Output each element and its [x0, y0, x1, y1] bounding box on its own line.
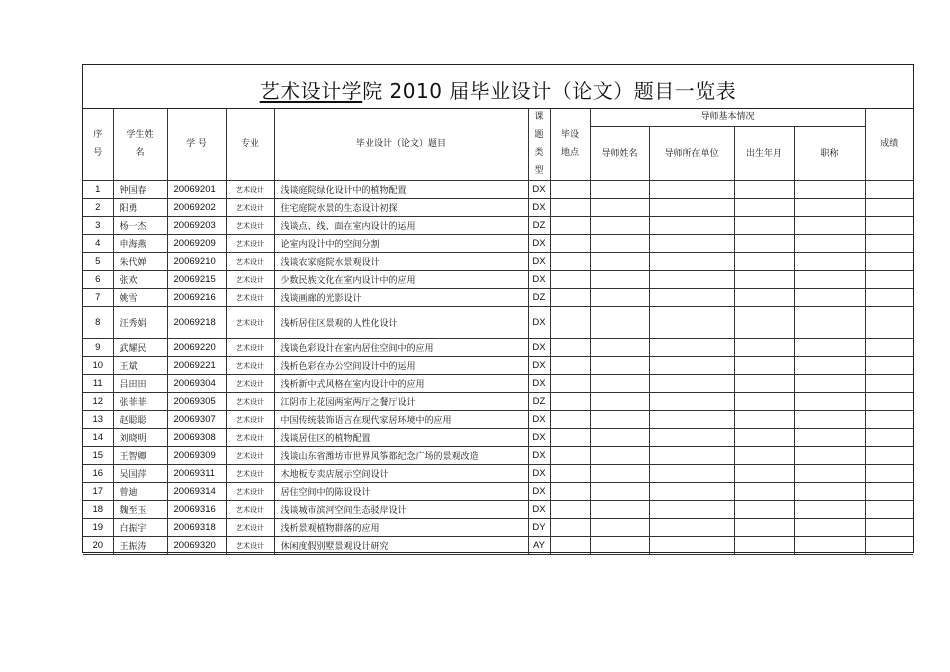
header-id: 学 号 — [167, 108, 226, 181]
cell-advisor-title — [794, 501, 865, 519]
table-row — [83, 289, 913, 307]
cell-topic: 住宅庭院水景的生态设计初探 — [274, 199, 528, 217]
cell-place — [550, 307, 590, 339]
cell-seq: 18 — [83, 501, 113, 519]
header-seq — [83, 108, 113, 181]
cell-type: DX — [528, 429, 550, 447]
cell-type: AY — [528, 537, 550, 555]
cell-id: 20069215 — [167, 271, 226, 289]
header-advisor-birth: 出生年月 — [734, 127, 794, 181]
cell-place — [550, 253, 590, 271]
cell-grade — [865, 483, 913, 501]
cell-type: DZ — [528, 217, 550, 235]
cell-seq: 2 — [83, 199, 113, 217]
cell-type: DX — [528, 235, 550, 253]
cell-topic: 居住空间中的陈设设计 — [274, 483, 528, 501]
cell-advisor-unit — [649, 537, 734, 555]
cell-seq: 7 — [83, 289, 113, 307]
cell-place — [550, 357, 590, 375]
cell-grade — [865, 289, 913, 307]
cell-advisor-title — [794, 429, 865, 447]
cell-advisor-birth — [734, 199, 794, 217]
table-row — [83, 393, 913, 411]
header-topic: 毕业设计（论文）题目 — [274, 108, 528, 181]
cell-grade — [865, 501, 913, 519]
cell-id: 20069210 — [167, 253, 226, 271]
table-row — [83, 465, 913, 483]
header-grade: 成绩 — [865, 108, 913, 181]
cell-advisor-title — [794, 375, 865, 393]
cell-seq: 8 — [83, 307, 113, 339]
cell-place — [550, 537, 590, 555]
cell-advisor-name — [590, 519, 649, 537]
cell-place — [550, 181, 590, 199]
cell-advisor-name — [590, 537, 649, 555]
table-row — [83, 357, 913, 375]
cell-advisor-birth — [734, 393, 794, 411]
table-row — [83, 411, 913, 429]
cell-advisor-name — [590, 483, 649, 501]
table-row — [83, 537, 913, 555]
cell-name: 武耀民 — [113, 339, 167, 357]
cell-type: DY — [528, 519, 550, 537]
cell-type: DZ — [528, 393, 550, 411]
cell-grade — [865, 217, 913, 235]
cell-advisor-birth — [734, 375, 794, 393]
cell-advisor-unit — [649, 465, 734, 483]
cell-advisor-title — [794, 217, 865, 235]
cell-type: DZ — [528, 289, 550, 307]
topic-table — [83, 108, 913, 555]
cell-place — [550, 501, 590, 519]
cell-advisor-birth — [734, 289, 794, 307]
cell-topic: 木地板专卖店展示空间设计 — [274, 465, 528, 483]
table-row — [83, 235, 913, 253]
cell-grade — [865, 375, 913, 393]
cell-advisor-unit — [649, 339, 734, 357]
cell-advisor-unit — [649, 181, 734, 199]
cell-advisor-name — [590, 339, 649, 357]
cell-name: 杨一杰 — [113, 217, 167, 235]
table-row — [83, 181, 913, 199]
cell-name: 王斌 — [113, 357, 167, 375]
cell-id: 20069221 — [167, 357, 226, 375]
cell-grade — [865, 199, 913, 217]
cell-grade — [865, 465, 913, 483]
cell-id: 20069305 — [167, 393, 226, 411]
cell-place — [550, 411, 590, 429]
cell-advisor-birth — [734, 447, 794, 465]
table-row — [83, 447, 913, 465]
page-title — [260, 75, 737, 104]
cell-advisor-birth — [734, 501, 794, 519]
cell-name: 赵聪聪 — [113, 411, 167, 429]
cell-name: 刘晓明 — [113, 429, 167, 447]
cell-advisor-name — [590, 429, 649, 447]
cell-grade — [865, 339, 913, 357]
cell-id: 20069216 — [167, 289, 226, 307]
cell-advisor-name — [590, 411, 649, 429]
cell-name: 吴国萍 — [113, 465, 167, 483]
cell-major: 艺术设计 — [226, 483, 274, 501]
cell-name: 钟国春 — [113, 181, 167, 199]
cell-major: 艺术设计 — [226, 411, 274, 429]
cell-advisor-unit — [649, 289, 734, 307]
cell-grade — [865, 253, 913, 271]
cell-advisor-name — [590, 307, 649, 339]
cell-advisor-name — [590, 199, 649, 217]
cell-advisor-title — [794, 357, 865, 375]
cell-advisor-birth — [734, 307, 794, 339]
table-row — [83, 253, 913, 271]
cell-type: DX — [528, 339, 550, 357]
cell-grade — [865, 429, 913, 447]
cell-type: DX — [528, 199, 550, 217]
cell-advisor-unit — [649, 393, 734, 411]
cell-topic: 浅谈农家庭院水景观设计 — [274, 253, 528, 271]
cell-advisor-birth — [734, 519, 794, 537]
cell-advisor-birth — [734, 465, 794, 483]
cell-seq: 17 — [83, 483, 113, 501]
header-label: 毕设地点 — [560, 130, 579, 158]
cell-advisor-name — [590, 253, 649, 271]
cell-advisor-unit — [649, 271, 734, 289]
cell-advisor-birth — [734, 339, 794, 357]
cell-id: 20069318 — [167, 519, 226, 537]
cell-seq: 19 — [83, 519, 113, 537]
cell-place — [550, 217, 590, 235]
cell-major: 艺术设计 — [226, 375, 274, 393]
cell-topic: 论室内设计中的空间分割 — [274, 235, 528, 253]
header-label: 课题类型 — [534, 112, 544, 176]
cell-type: DX — [528, 253, 550, 271]
cell-id: 20069209 — [167, 235, 226, 253]
cell-advisor-title — [794, 307, 865, 339]
cell-type: DX — [528, 465, 550, 483]
cell-advisor-birth — [734, 483, 794, 501]
header-advisor-unit: 导师所在单位 — [649, 127, 734, 181]
cell-topic: 江阴市上花园两室两厅之餐厅设计 — [274, 393, 528, 411]
cell-advisor-title — [794, 519, 865, 537]
cell-topic: 浅析新中式风格在室内设计中的应用 — [274, 375, 528, 393]
cell-name: 王振涛 — [113, 537, 167, 555]
cell-place — [550, 447, 590, 465]
cell-advisor-birth — [734, 411, 794, 429]
header-name — [113, 108, 167, 181]
cell-place — [550, 339, 590, 357]
cell-advisor-unit — [649, 235, 734, 253]
table-row — [83, 339, 913, 357]
cell-advisor-unit — [649, 217, 734, 235]
cell-advisor-title — [794, 253, 865, 271]
cell-topic: 浅析景观植物群落的应用 — [274, 519, 528, 537]
cell-advisor-unit — [649, 501, 734, 519]
cell-seq: 15 — [83, 447, 113, 465]
cell-major: 艺术设计 — [226, 235, 274, 253]
title-row — [83, 65, 913, 109]
cell-id: 20069304 — [167, 375, 226, 393]
cell-major: 艺术设计 — [226, 393, 274, 411]
cell-major: 艺术设计 — [226, 289, 274, 307]
cell-advisor-title — [794, 393, 865, 411]
cell-id: 20069307 — [167, 411, 226, 429]
cell-place — [550, 483, 590, 501]
table-row — [83, 501, 913, 519]
cell-advisor-title — [794, 447, 865, 465]
cell-major: 艺术设计 — [226, 501, 274, 519]
cell-type: DX — [528, 447, 550, 465]
cell-type: DX — [528, 181, 550, 199]
cell-advisor-title — [794, 289, 865, 307]
cell-name: 魏至玉 — [113, 501, 167, 519]
cell-major: 艺术设计 — [226, 181, 274, 199]
cell-topic: 浅谈山东省潍坊市世界风筝都纪念广场的景观改造 — [274, 447, 528, 465]
cell-place — [550, 289, 590, 307]
cell-topic: 浅谈居住区的植物配置 — [274, 429, 528, 447]
header-advisor-title: 职称 — [794, 127, 865, 181]
header-place — [550, 108, 590, 181]
cell-advisor-name — [590, 501, 649, 519]
cell-major: 艺术设计 — [226, 271, 274, 289]
cell-advisor-birth — [734, 253, 794, 271]
cell-topic: 浅析色彩在办公空间设计中的运用 — [274, 357, 528, 375]
cell-place — [550, 465, 590, 483]
cell-advisor-unit — [649, 253, 734, 271]
cell-advisor-unit — [649, 199, 734, 217]
cell-advisor-birth — [734, 181, 794, 199]
cell-topic: 浅谈点、线、面在室内设计的运用 — [274, 217, 528, 235]
cell-name: 朱代婵 — [113, 253, 167, 271]
cell-seq: 1 — [83, 181, 113, 199]
header-major: 专业 — [226, 108, 274, 181]
cell-name: 申海燕 — [113, 235, 167, 253]
table-row — [83, 519, 913, 537]
header-advisor-group: 导师基本情况 — [590, 108, 865, 127]
cell-major: 艺术设计 — [226, 199, 274, 217]
table-row — [83, 375, 913, 393]
cell-advisor-name — [590, 375, 649, 393]
cell-name: 吕田田 — [113, 375, 167, 393]
cell-topic: 少数民族文化在室内设计中的应用 — [274, 271, 528, 289]
cell-seq: 12 — [83, 393, 113, 411]
cell-name: 王智卿 — [113, 447, 167, 465]
cell-topic: 浅谈画廊的光影设计 — [274, 289, 528, 307]
table-row — [83, 217, 913, 235]
cell-topic: 浅谈城市滨河空间生态驳岸设计 — [274, 501, 528, 519]
header-advisor-name: 导师姓名 — [590, 127, 649, 181]
cell-place — [550, 271, 590, 289]
cell-major: 艺术设计 — [226, 339, 274, 357]
cell-name: 张欢 — [113, 271, 167, 289]
cell-place — [550, 235, 590, 253]
cell-advisor-unit — [649, 483, 734, 501]
cell-seq: 14 — [83, 429, 113, 447]
cell-id: 20069202 — [167, 199, 226, 217]
cell-seq: 6 — [83, 271, 113, 289]
cell-advisor-birth — [734, 271, 794, 289]
cell-advisor-name — [590, 271, 649, 289]
cell-advisor-name — [590, 235, 649, 253]
cell-place — [550, 375, 590, 393]
cell-id: 20069320 — [167, 537, 226, 555]
cell-type: DX — [528, 271, 550, 289]
cell-place — [550, 199, 590, 217]
cell-topic: 浅谈色彩设计在室内居住空间中的应用 — [274, 339, 528, 357]
cell-advisor-unit — [649, 447, 734, 465]
cell-advisor-title — [794, 465, 865, 483]
cell-advisor-birth — [734, 235, 794, 253]
header-type — [528, 108, 550, 181]
cell-major: 艺术设计 — [226, 217, 274, 235]
cell-name: 阳勇 — [113, 199, 167, 217]
cell-advisor-unit — [649, 375, 734, 393]
cell-seq: 16 — [83, 465, 113, 483]
cell-advisor-name — [590, 357, 649, 375]
cell-advisor-title — [794, 235, 865, 253]
cell-major: 艺术设计 — [226, 307, 274, 339]
cell-grade — [865, 411, 913, 429]
table-row — [83, 307, 913, 339]
cell-advisor-birth — [734, 357, 794, 375]
cell-advisor-unit — [649, 519, 734, 537]
cell-id: 20069203 — [167, 217, 226, 235]
cell-id: 20069311 — [167, 465, 226, 483]
cell-topic: 休闲度假别墅景观设计研究 — [274, 537, 528, 555]
table-row — [83, 199, 913, 217]
title-rest: 院 2010 届毕业设计（论文）题目一览表 — [362, 79, 737, 103]
cell-id: 20069201 — [167, 181, 226, 199]
cell-seq: 5 — [83, 253, 113, 271]
cell-topic: 浅析居住区景观的人性化设计 — [274, 307, 528, 339]
cell-type: DX — [528, 483, 550, 501]
cell-seq: 3 — [83, 217, 113, 235]
cell-advisor-unit — [649, 411, 734, 429]
cell-grade — [865, 235, 913, 253]
cell-major: 艺术设计 — [226, 357, 274, 375]
cell-advisor-birth — [734, 537, 794, 555]
cell-major: 艺术设计 — [226, 465, 274, 483]
cell-id: 20069308 — [167, 429, 226, 447]
cell-grade — [865, 537, 913, 555]
cell-id: 20069309 — [167, 447, 226, 465]
cell-advisor-unit — [649, 357, 734, 375]
cell-advisor-title — [794, 181, 865, 199]
cell-id: 20069218 — [167, 307, 226, 339]
cell-name: 张菲菲 — [113, 393, 167, 411]
cell-advisor-name — [590, 289, 649, 307]
cell-seq: 4 — [83, 235, 113, 253]
cell-advisor-title — [794, 411, 865, 429]
cell-grade — [865, 307, 913, 339]
cell-type: DX — [528, 375, 550, 393]
table-row — [83, 483, 913, 501]
cell-advisor-unit — [649, 307, 734, 339]
cell-advisor-title — [794, 339, 865, 357]
cell-advisor-name — [590, 465, 649, 483]
cell-type: DX — [528, 501, 550, 519]
cell-advisor-title — [794, 271, 865, 289]
cell-seq: 20 — [83, 537, 113, 555]
cell-seq: 10 — [83, 357, 113, 375]
header-label: 学生姓名 — [126, 130, 154, 158]
cell-grade — [865, 519, 913, 537]
table-row — [83, 429, 913, 447]
cell-type: DX — [528, 357, 550, 375]
cell-seq: 13 — [83, 411, 113, 429]
cell-place — [550, 519, 590, 537]
cell-grade — [865, 357, 913, 375]
cell-advisor-birth — [734, 429, 794, 447]
cell-grade — [865, 181, 913, 199]
cell-seq: 11 — [83, 375, 113, 393]
cell-name: 汪秀娟 — [113, 307, 167, 339]
cell-major: 艺术设计 — [226, 519, 274, 537]
cell-seq: 9 — [83, 339, 113, 357]
cell-id: 20069314 — [167, 483, 226, 501]
cell-advisor-name — [590, 393, 649, 411]
cell-advisor-title — [794, 483, 865, 501]
cell-advisor-name — [590, 447, 649, 465]
header-label: 序号 — [93, 130, 103, 158]
cell-grade — [865, 271, 913, 289]
cell-grade — [865, 447, 913, 465]
cell-place — [550, 429, 590, 447]
table-row — [83, 271, 913, 289]
cell-advisor-unit — [649, 429, 734, 447]
cell-major: 艺术设计 — [226, 537, 274, 555]
cell-topic: 中国传统装饰语言在现代家居环境中的应用 — [274, 411, 528, 429]
cell-advisor-name — [590, 181, 649, 199]
cell-name: 姚雪 — [113, 289, 167, 307]
cell-place — [550, 393, 590, 411]
cell-major: 艺术设计 — [226, 447, 274, 465]
cell-id: 20069316 — [167, 501, 226, 519]
cell-major: 艺术设计 — [226, 253, 274, 271]
cell-name: 白振宇 — [113, 519, 167, 537]
cell-name: 曾迪 — [113, 483, 167, 501]
cell-major: 艺术设计 — [226, 429, 274, 447]
topic-list-sheet — [82, 64, 914, 553]
cell-advisor-title — [794, 199, 865, 217]
cell-type: DX — [528, 411, 550, 429]
cell-type: DX — [528, 307, 550, 339]
cell-advisor-name — [590, 217, 649, 235]
cell-grade — [865, 393, 913, 411]
cell-advisor-title — [794, 537, 865, 555]
cell-advisor-birth — [734, 217, 794, 235]
cell-id: 20069220 — [167, 339, 226, 357]
cell-topic: 浅谈庭院绿化设计中的植物配置 — [274, 181, 528, 199]
title-underlined: 艺术设计学 — [259, 79, 363, 103]
